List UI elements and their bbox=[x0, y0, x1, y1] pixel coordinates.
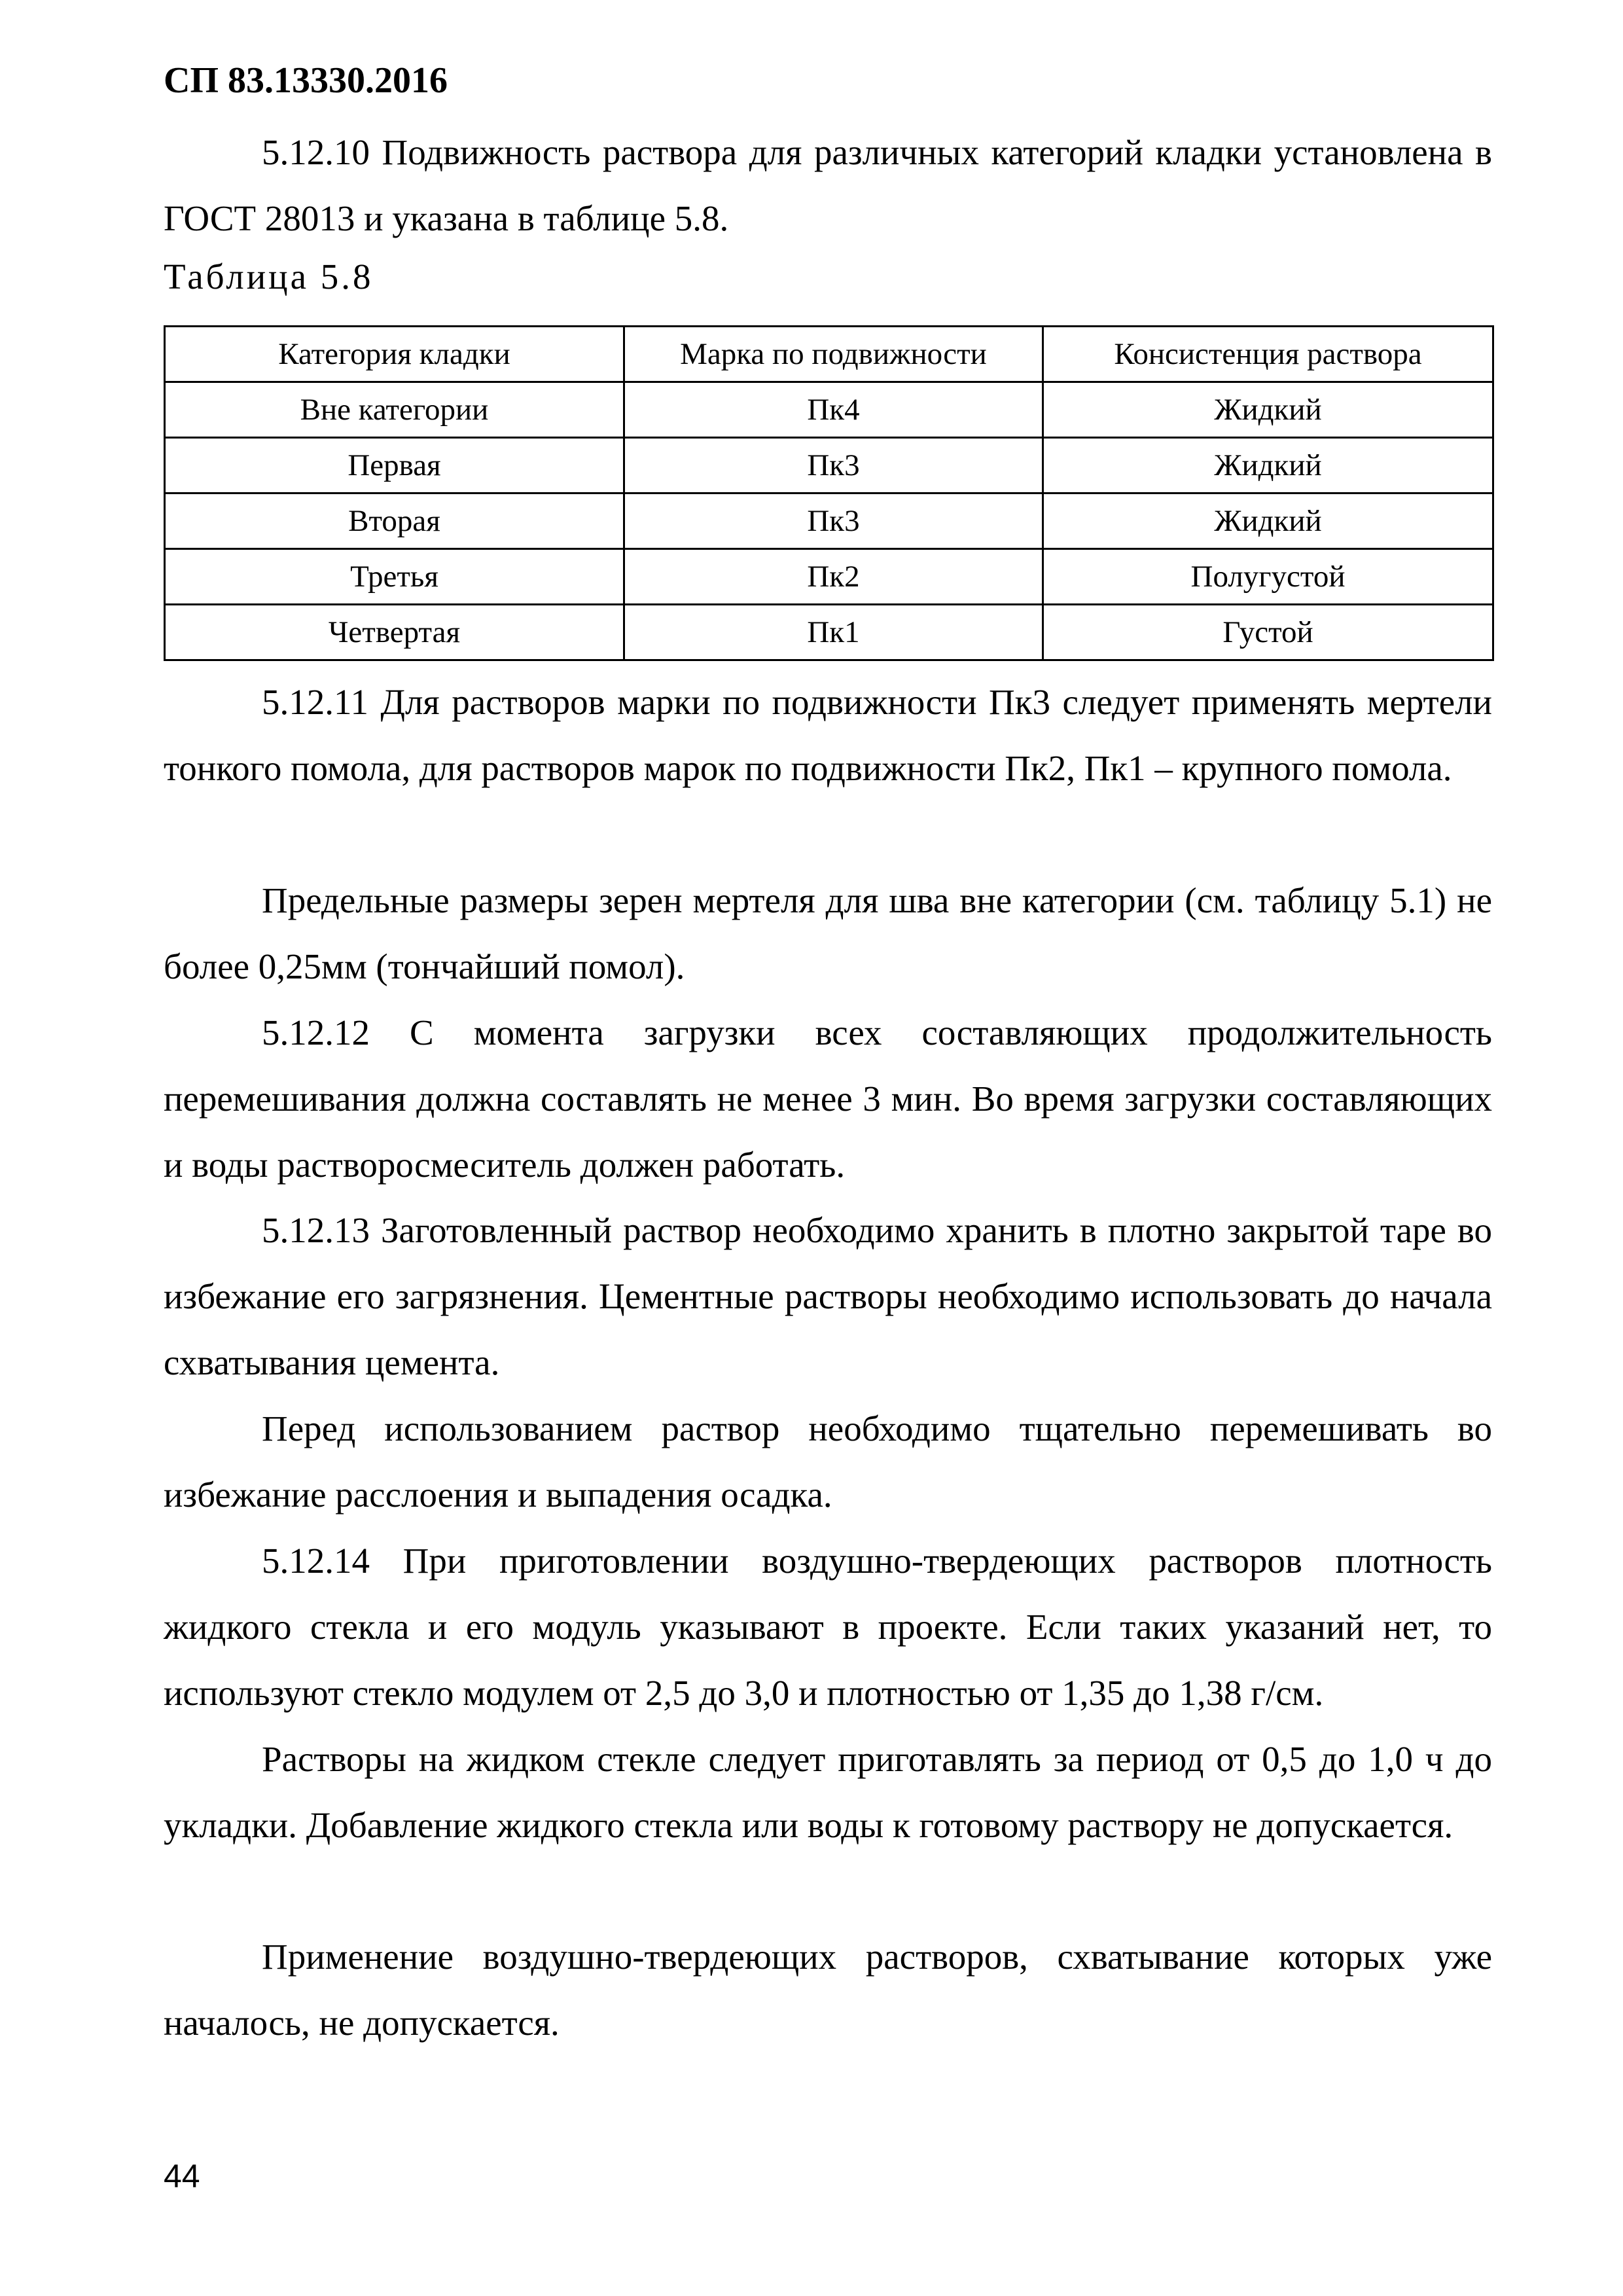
table-header-cell: Консистенция раствора bbox=[1043, 327, 1493, 382]
table-caption: Таблица 5.8 bbox=[164, 257, 374, 296]
paragraph-liquid-glass: Растворы на жидком стекле следует приготавлять за период от 0,5 до 1,0 ч до укладки. Добавление жидкого стекла или воды к готовому раствору не допускается. bbox=[164, 1739, 1492, 1845]
table-cell: Первая bbox=[165, 438, 624, 493]
mortar-mobility-table bbox=[164, 325, 1494, 661]
table-cell: Вне категории bbox=[165, 382, 624, 438]
paragraph-mixing: Перед использованием раствор необходимо тщательно перемешивать во избежание расслоения и выпадения осадка. bbox=[164, 1408, 1492, 1515]
table-cell: Жидкий bbox=[1043, 438, 1493, 493]
table-cell: Пк2 bbox=[624, 549, 1043, 605]
paragraph-5-12-13: 5.12.13 Заготовленный раствор необходимо хранить в плотно закрытой таре во избежание его загрязнения. Цементные растворы необходимо использовать до начала схватывания цемента. bbox=[164, 1210, 1492, 1382]
table-cell: Густой bbox=[1043, 605, 1493, 660]
table-header-cell: Марка по подвижности bbox=[624, 327, 1043, 382]
paragraph-5-12-12: 5.12.12 С момента загрузки всех составляющих продолжительность перемешивания должна составлять не менее 3 мин. Во время загрузки составляющих и воды растворосмеситель должен работать. bbox=[164, 1013, 1492, 1185]
table-cell: Жидкий bbox=[1043, 493, 1493, 549]
table-cell: Третья bbox=[165, 549, 624, 605]
paragraph-5-12-10: 5.12.10 Подвижность раствора для различных категорий кладки установлена в ГОСТ 28013 и указана в таблице 5.8. bbox=[164, 132, 1492, 238]
table-cell: Четвертая bbox=[165, 605, 624, 660]
paragraph-5-12-14: 5.12.14 При приготовлении воздушно-твердеющих растворов плотность жидкого стекла и его модуль указывают в проекте. Если таких указаний нет, то используют стекло модулем от 2,5 до 3,0 и плотностью от 1,35 до 1,38 г/см. bbox=[164, 1541, 1492, 1713]
paragraph-application: Применение воздушно-твердеющих растворов, схватывание которых уже началось, не допускается. bbox=[164, 1937, 1492, 2043]
table-cell: Пк3 bbox=[624, 493, 1043, 549]
table-cell: Пк1 bbox=[624, 605, 1043, 660]
table-row bbox=[165, 382, 1493, 438]
document-code-header: СП 83.13330.2016 bbox=[164, 60, 448, 101]
table-cell: Пк3 bbox=[624, 438, 1043, 493]
table-cell: Полугустой bbox=[1043, 549, 1493, 605]
table-header-cell: Категория кладки bbox=[165, 327, 624, 382]
table-cell: Вторая bbox=[165, 493, 624, 549]
table-cell: Жидкий bbox=[1043, 382, 1493, 438]
paragraph-5-12-11: 5.12.11 Для растворов марки по подвижности Пк3 следует применять мертели тонкого помола, для растворов марок по подвижности Пк2, Пк1 – крупного помола. bbox=[164, 682, 1492, 788]
paragraph-grain-size: Предельные размеры зерен мертеля для шва вне категории (см. таблицу 5.1) не более 0,25мм (тончайший помол). bbox=[164, 880, 1492, 986]
table-cell: Пк4 bbox=[624, 382, 1043, 438]
table-row bbox=[165, 493, 1493, 549]
table-header-row bbox=[165, 327, 1493, 382]
table-row bbox=[165, 549, 1493, 605]
table-row bbox=[165, 438, 1493, 493]
table-row bbox=[165, 605, 1493, 660]
page-number: 44 bbox=[164, 2158, 200, 2195]
